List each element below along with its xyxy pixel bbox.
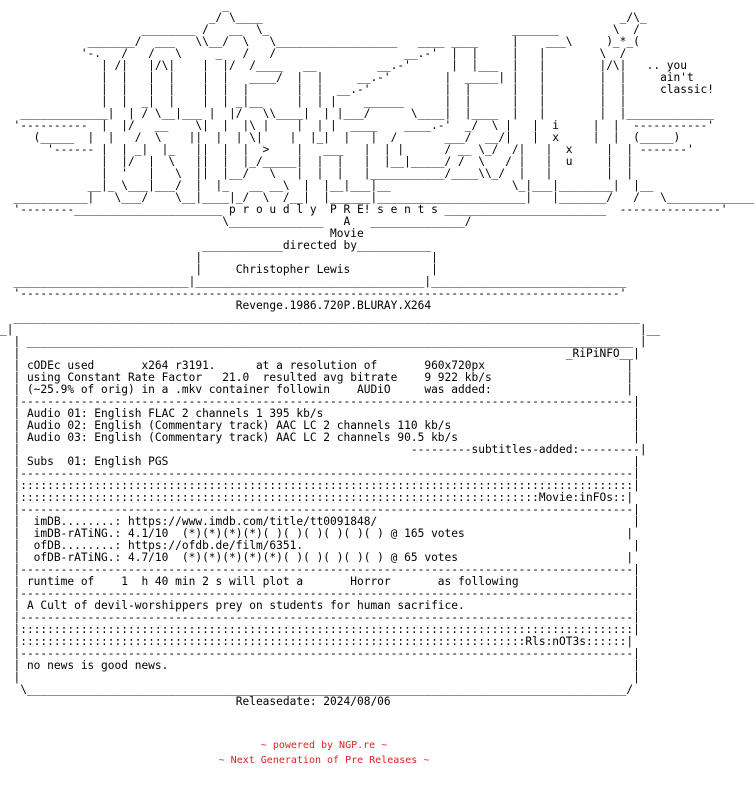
nfo-line: | | xyxy=(0,671,640,684)
nfo-line: | Audio 03: English (Commentary track) AAC LC 2 channels 90.5 kb/s | xyxy=(0,431,640,444)
nfo-line: | | | | | | | | | __.-' | | | | | | classic! xyxy=(0,83,714,96)
nfo-line: | cODEc used x264 r3191. at a resolution of 960x720px | xyxy=(0,359,634,372)
nfo-line: (_____ | | / \ || | | \| | |_| | | / ___/ __/| | x | | (_____) xyxy=(0,131,681,144)
nfo-line: | ' | \ || |__/ \ | | | |___________/____\\_/ | | | | xyxy=(0,167,634,180)
nfo-line: _/ \____ _/\_ xyxy=(0,11,647,24)
nfo-line: | Audio 02: English (Commentary track) AAC LC 2 channels 110 kb/s | xyxy=(0,419,640,432)
nfo-line: |-------------------------------------------------------------------------------------------| xyxy=(0,587,640,600)
nfo-line: |-------------------------------------------------------------------------------------------| xyxy=(0,503,640,516)
nfo-line: _ xyxy=(0,0,230,12)
nfo-line: | imDB-rATiNG.: 4.1/10 (*)(*)(*)(*)( )( )( )( )( )( ) @ 165 votes | xyxy=(0,527,634,540)
nfo-line: \_________________________________________________________________________________________/ xyxy=(0,683,634,696)
nfo-line: | imDB........: https://www.imdb.com/title/tt0091848/ | xyxy=(0,515,640,528)
nfo-line: ________ / __ \_ _______ \ / xyxy=(0,23,640,36)
nfo-line: _____________________________________________________________________________________________ xyxy=(0,311,640,324)
nfo-line: | runtime of 1 h 40 min 2 s will plot a Horror as following | xyxy=(0,575,640,588)
nfo-line: |-------------------------------------------------------------------------------------------| xyxy=(0,647,640,660)
nfo-line: | A Cult of devil-worshippers prey on students for human sacrifice. | xyxy=(0,599,640,612)
nfo-line: | (~25.9% of orig) in a .mkv container followin AUDiO was added: | xyxy=(0,383,634,396)
nfo-line: '---------- | |/ __ \| | |\ | | | | ____ ____.-' _/ \ | | i | | -----------' xyxy=(0,119,714,132)
nfo-line: __________________________|__________________________________|_____________________________ xyxy=(0,275,627,288)
nfo-line: ___________| \___/ \__|____|_/ \ /__| |______|______________________| |_______/ / \_____________ xyxy=(0,191,754,204)
nfo-line: | Subs 01: English PGS | xyxy=(0,455,640,468)
nfo-line: |-------------------------------------------------------------------------------------------| xyxy=(0,467,640,480)
nfo-line: Revenge.1986.720P.BLURAY.X264 xyxy=(0,299,432,312)
nfo-line: | __________________________________________________________________________________________ | xyxy=(0,335,647,348)
nfo-line: |-------------------------------------------------------------------------------------------| xyxy=(0,563,640,576)
nfo-line: | |/ | \ || | |_/_____| | | | |__|_____/ / \ / | | u | | xyxy=(0,155,634,168)
nfo-line: | ofDB-rATiNG.: 4.7/10 (*)(*)(*)(*)(*)( )( )( )( )( ) @ 65 votes | xyxy=(0,551,634,564)
nfo-line: | ofDB........: https://ofdb.de/film/6351. | xyxy=(0,539,640,552)
nfo-line: ____________directed by___________ xyxy=(0,239,432,252)
nfo-line: Releasedate: 2024/08/06 xyxy=(0,695,391,708)
nfo-line: | /| |/\| | |/ /____ __ __.-' | |___ | | |/\| .. you xyxy=(0,59,688,72)
nfo-line: |-------------------------------------------------------------------------------------------| xyxy=(0,395,640,408)
nfo-line: '--------______________________ p r o u d l y P R E! s e n t s ________________________ ---------------' xyxy=(0,203,728,216)
nfo-line: '-. / / \ _ / / __.-' | | | | \ / xyxy=(0,47,627,60)
nfo-line: __|_ \___|___/ | |_ __ __\ | |__|___|__ \_|___|________| |__ xyxy=(0,179,654,192)
nfo-line: '-----------------------------------------------------------------------------------------' xyxy=(0,287,627,300)
footer-tagline: ~ Next Generation of Pre Releases ~ xyxy=(218,755,430,766)
nfo-line: | Christopher Lewis | xyxy=(0,263,438,276)
nfo-line: _| |__ xyxy=(0,323,661,336)
nfo-line: Movie xyxy=(0,227,364,240)
nfo-line: |:::::::::::::::::::::::::::::::::::::::::::::::::::::::::::::::::::::::::::::Movie:inFOs::| xyxy=(0,491,634,504)
nfo-line: | using Constant Rate Factor 21.0 resulted avg bitrate 9 922 kb/s | xyxy=(0,371,634,384)
nfo-line: |:::::::::::::::::::::::::::::::::::::::::::::::::::::::::::::::::::::::::::::::::::::::::::| xyxy=(0,479,640,492)
footer-powered-by: ~ powered by NGP.re ~ xyxy=(260,740,388,751)
nfo-line: | ---------subtitles-added:---------| xyxy=(0,443,647,456)
nfo-line: | _RiPiNFO__| xyxy=(0,347,640,360)
nfo-line: '------ | | _| |_ || | | > | ___ | | | / __ \_/ /| | x | | -------' xyxy=(0,143,694,156)
nfo-line: |-------------------------------------------------------------------------------------------| xyxy=(0,611,640,624)
nfo-line: _____________| | / \__|___ | |/ \\____| | |___/ \____| |____ | | | |_____________ xyxy=(0,107,714,120)
nfo-line: | Audio 01: English FLAC 2 channels 1 395 kb/s | xyxy=(0,407,640,420)
nfo-line: |:::::::::::::::::::::::::::::::::::::::::::::::::::::::::::::::::::::::::::::::::::::::::::| xyxy=(0,623,640,636)
footer xyxy=(0,738,648,768)
nfo-line: | no news is good news. | xyxy=(0,659,640,672)
nfo-line: | | | | | | ____/ | | __.-' | _____| | | | | ain't xyxy=(0,71,694,84)
nfo-line: |:::::::::::::::::::::::::::::::::::::::::::::::::::::::::::::::::::::::::::Rls:nOT3s::::::| xyxy=(0,635,634,648)
nfo-line: _______/ ___ \\__/ \ \__________________ ____ ____ | ___\ )_*_( xyxy=(0,35,640,48)
nfo-line: | | _| | | | _|__ | | | ______ | | | | | | xyxy=(0,95,627,108)
nfo-line: \______________ A ______________/ xyxy=(0,215,472,228)
nfo-line: | | xyxy=(0,251,438,264)
